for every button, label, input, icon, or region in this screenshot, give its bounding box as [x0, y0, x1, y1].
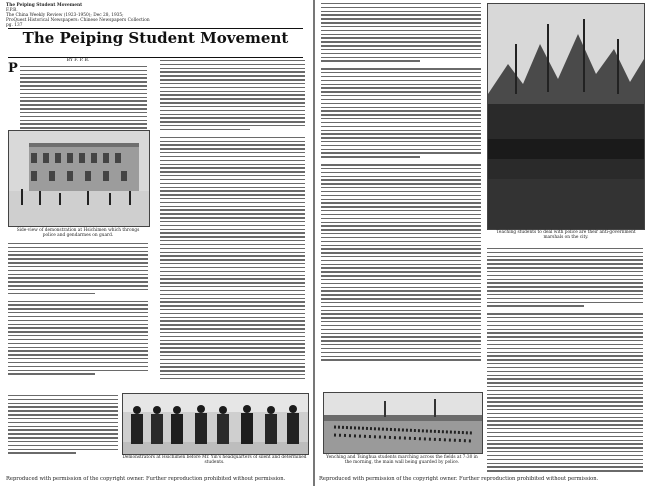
text-column-left-bottom [8, 243, 148, 391]
right-page [315, 0, 649, 486]
text-column-left-right [160, 60, 305, 390]
photo-graphic [488, 4, 644, 229]
citation-source: The China Weekly Review (1923-1950); Dec 28, 1935; [6, 13, 124, 18]
photo-demonstration-side-view [8, 130, 150, 227]
photo-students-marching [323, 392, 483, 454]
headline-box [8, 28, 303, 58]
footer-notice-right: Reproduced with permission of the copyright owner. Further reproduction prohibited without permission. [319, 476, 599, 482]
right-photo1-caption: Teaching students to deal with police are their anti-government marshals on the city. [496, 230, 636, 240]
photo-graphic [324, 393, 482, 453]
right-photo2-caption: Yenching and Tsinghua students marching across the fields at 7:30 in the morning, the main wall being guarded by police. [326, 455, 478, 465]
text-column-left-top [20, 66, 147, 138]
photo1-caption: Side-view of demonstration at Hsichimen which throngs police and gendarmes on guard. [16, 228, 140, 238]
text-column-right-right [487, 248, 643, 473]
photo2-caption: Demonstrators at Hsichimen before Mr. Yin's headquarters of silent and determined students. [122, 455, 307, 465]
text-column-left-lower [8, 395, 118, 457]
photo-teaching-students [487, 3, 645, 230]
page-title: The Peiping Student Movement [22, 29, 289, 47]
drop-cap: P [8, 61, 18, 76]
citation-title: The Peiping Student Movement [6, 3, 83, 8]
citation-author: F.P.B. [6, 8, 18, 13]
citation-database: ProQuest Historical Newspapers: Chinese Newspapers Collection [6, 18, 150, 23]
photo-graphic [9, 131, 149, 226]
citation-page: pg. 137 [6, 23, 23, 28]
footer-notice-left: Reproduced with permission of the copyright owner. Further reproduction prohibited without permission. [6, 476, 286, 482]
text-column-right-left [321, 3, 481, 388]
left-page [0, 0, 313, 486]
byline: BY F. P. B. [66, 58, 90, 63]
photo-graphic [123, 394, 308, 454]
citation-header [6, 3, 150, 28]
photo-demonstrators-hsichimen [122, 393, 309, 455]
